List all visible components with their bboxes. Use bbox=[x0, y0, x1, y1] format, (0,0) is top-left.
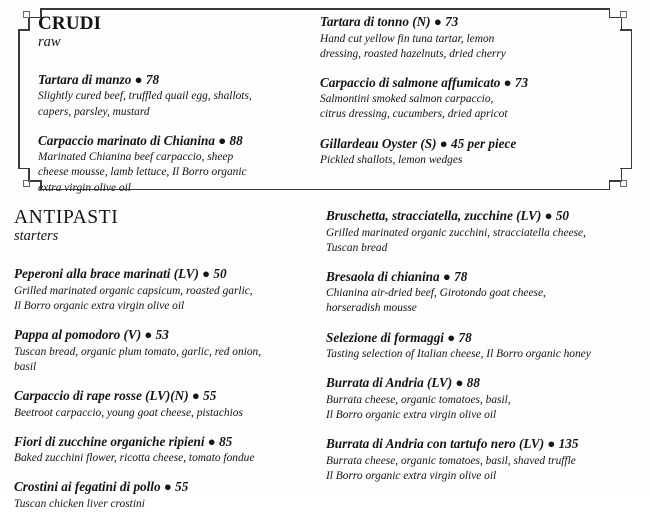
menu-item bbox=[14, 388, 310, 421]
menu-item-description: Burrata cheese, organic tomatoes, basil, Il Borro organic extra virgin olive oil bbox=[326, 393, 511, 421]
menu-item bbox=[38, 72, 306, 120]
menu-item bbox=[14, 327, 310, 375]
crudi-left-dish-list bbox=[38, 72, 306, 196]
crudi-subtitle: raw bbox=[38, 33, 61, 50]
antipasti-section-heading bbox=[14, 208, 310, 245]
frame-right-rule bbox=[631, 30, 633, 168]
menu-item bbox=[326, 436, 638, 484]
menu-item bbox=[320, 136, 616, 169]
frame-left-rule bbox=[18, 30, 20, 168]
menu-item-name-and-price: Pappa al pomodoro (V) ● 53 bbox=[14, 327, 169, 343]
menu-item bbox=[326, 330, 638, 363]
menu-item-description: Burrata cheese, organic tomatoes, basil, shaved truffle Il Borro organic extra virgin olive oil bbox=[326, 454, 576, 482]
crudi-title: CRUDI bbox=[38, 13, 102, 34]
menu-item-name-and-price: Selezione di formaggi ● 78 bbox=[326, 329, 472, 345]
antipasti-left-column bbox=[14, 208, 326, 512]
menu-item bbox=[320, 14, 616, 62]
menu-item-description: Salmontini smoked salmon carpaccio, citrus dressing, cucumbers, dried apricot bbox=[320, 93, 508, 121]
crudi-right-dish-list bbox=[320, 14, 616, 168]
menu-item-name-and-price: Carpaccio di rape rosse (LV)(N) ● 55 bbox=[14, 388, 217, 404]
menu-item-name-and-price: Bruschetta, stracciatella, zucchine (LV) ● 50 bbox=[326, 208, 570, 223]
menu-item-description: Tasting selection of Italian cheese, Il Borro organic honey bbox=[326, 348, 591, 361]
menu-item bbox=[14, 479, 310, 512]
menu-item-name-and-price: Burrata di Andria (LV) ● 88 bbox=[326, 375, 480, 391]
menu-item-name-and-price: Peperoni alla brace marinati (LV) ● 50 bbox=[14, 266, 227, 282]
menu-item-name-and-price: Crostini ai fegatini di pollo ● 55 bbox=[14, 479, 189, 495]
menu-item-name-and-price: Bresaola di chianina ● 78 bbox=[326, 268, 468, 284]
frame-top-rule bbox=[40, 8, 610, 10]
menu-item bbox=[14, 266, 310, 314]
menu-item-name-and-price: Carpaccio marinato di Chianina ● 88 bbox=[38, 132, 243, 148]
crudi-right-column bbox=[320, 14, 616, 196]
crudi-section-heading bbox=[38, 14, 306, 51]
menu-item-description: Baked zucchini flower, ricotta cheese, tomato fondue bbox=[14, 452, 255, 465]
menu-item-description: Chianina air-dried beef, Girotondo goat cheese, horseradish mousse bbox=[326, 287, 546, 315]
menu-item bbox=[320, 75, 616, 123]
antipasti-right-dish-list bbox=[326, 208, 638, 484]
crudi-left-column bbox=[38, 14, 320, 196]
menu-item-name-and-price: Fiori di zucchine organiche ripieni ● 85 bbox=[14, 433, 233, 449]
antipasti-title: ANTIPASTI bbox=[14, 207, 119, 228]
antipasti-left-dish-list bbox=[14, 266, 310, 512]
menu-item-name-and-price: Burrata di Andria con tartufo nero (LV) ● 135 bbox=[326, 436, 579, 452]
menu-item-description: Marinated Chianina beef carpaccio, sheep cheese mousse, lamb lettuce, Il Borro organic extra virgin olive oil bbox=[38, 151, 247, 194]
menu-item bbox=[14, 434, 310, 467]
menu-item-description: Pickled shallots, lemon wedges bbox=[320, 154, 463, 167]
menu-item-description: Grilled marinated organic capsicum, roasted garlic, Il Borro organic extra virgin olive oil bbox=[14, 284, 253, 313]
menu-section-antipasti bbox=[14, 208, 638, 512]
menu-item-description: Grilled marinated organic zucchini, stracciatella cheese, Tuscan bread bbox=[326, 226, 586, 254]
menu-item bbox=[38, 133, 306, 196]
menu-item-description: Beetroot carpaccio, young goat cheese, pistachios bbox=[14, 406, 243, 419]
menu-item bbox=[326, 269, 638, 317]
menu-item-name-and-price: Tartara di manzo ● 78 bbox=[38, 71, 160, 87]
menu-item bbox=[326, 375, 638, 423]
menu-item-description: Slightly cured beef, truffled quail egg, shallots, capers, parsley, mustard bbox=[38, 90, 252, 118]
menu-item-description: Tuscan bread, organic plum tomato, garlic, red onion, basil bbox=[14, 345, 262, 373]
menu-item-name-and-price: Carpaccio di salmone affumicato ● 73 bbox=[320, 74, 529, 90]
menu-item-description: Hand cut yellow fin tuna tartar, lemon dressing, roasted hazelnuts, dried cherry bbox=[320, 32, 506, 60]
menu-item bbox=[326, 208, 638, 256]
menu-item-description: Tuscan chicken liver crostini bbox=[14, 497, 145, 510]
menu-item-name-and-price: Tartara di tonno (N) ● 73 bbox=[320, 14, 459, 29]
antipasti-subtitle: starters bbox=[14, 228, 59, 245]
menu-section-crudi bbox=[38, 14, 616, 196]
menu-item-name-and-price: Gillardeau Oyster (S) ● 45 per piece bbox=[320, 135, 517, 151]
antipasti-right-column bbox=[326, 208, 638, 512]
